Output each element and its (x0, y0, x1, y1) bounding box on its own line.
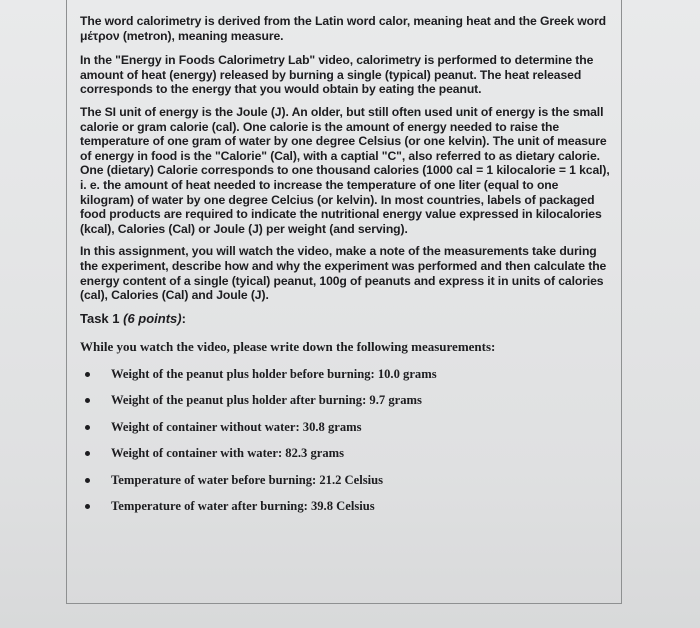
list-item (80, 498, 610, 525)
frame-border-right (621, 0, 622, 604)
measurement-text: Weight of the peanut plus holder before burning: 10.0 grams (111, 366, 437, 381)
paragraph-assignment: In this assignment, you will watch the video, make a note of the measurements take during the experiment, describe how and why the experiment was performed and then calculate the energy content of a single (tyical) peanut, 100g of peanuts and express it in units of calories (cal), Calories (Cal) and Joule (J). (80, 244, 607, 303)
measurement-text: Temperature of water after burning: 39.8 Celsius (111, 499, 375, 514)
bullet-icon (85, 478, 90, 483)
paragraph-video-intro: In the "Energy in Foods Calorimetry Lab" video, calorimetry is performed to determine the amount of heat (energy) released by burning a single (typical) peanut. The heat released corresponds to the energy that you would obtain by eating the peanut. (80, 53, 594, 97)
task-colon: : (181, 310, 186, 326)
list-item (80, 472, 610, 499)
frame-border-left (66, 0, 67, 604)
frame-border-bottom (66, 603, 622, 604)
bullet-icon (85, 398, 90, 403)
measurement-text: Weight of container with water: 82.3 grams (111, 446, 345, 461)
task-label: Task 1 (80, 310, 124, 326)
list-item (80, 392, 610, 419)
bullet-icon (85, 372, 90, 377)
paragraph-etymology: The word calorimetry is derived from the Latin word calor, meaning heat and the Greek word μέτρον (metron), meaning measure. (80, 14, 607, 43)
paragraph-si-units: The SI unit of energy is the Joule (J). An older, but still often used unit of energy is the small calorie or gram calorie (cal). One calorie is the amount of energy needed to raise the temperature of one gram of water by one degree Celsius (or one kelvin). The unit of measure of energy in food is the "Calorie" (Cal), with a captial "C", also referred to as dietary calorie. One (dietary) Calorie corresponds to one thousand calories (1000 cal = 1 kilocalorie = 1 kcal), i. e. the amount of heat needed to increase the temperature of one liter (equal to one kilogram) of water by one degree Celcius (or kelvin). In most countries, labels of packaged food products are required to indicate the nutritional energy value expressed in kilocalories (kcal), Calories (Cal) or Joule (J) per weight (and serving). (80, 104, 610, 236)
bullet-icon (85, 504, 90, 509)
list-item (80, 366, 610, 393)
task-heading (80, 311, 610, 327)
list-item (80, 419, 610, 446)
measurement-text: Weight of container without water: 30.8 grams (111, 419, 362, 434)
measurements-list (80, 366, 610, 525)
measurement-text: Weight of the peanut plus holder after burning: 9.7 grams (111, 393, 422, 408)
list-item (80, 445, 610, 472)
measurement-text: Temperature of water before burning: 21.2 Celsius (111, 472, 384, 487)
document-content (80, 14, 610, 525)
bullet-icon (85, 425, 90, 430)
bullet-icon (85, 451, 90, 456)
task-points: (6 points) (123, 310, 182, 326)
measurements-intro: While you watch the video, please write down the following measurements: (80, 338, 496, 354)
